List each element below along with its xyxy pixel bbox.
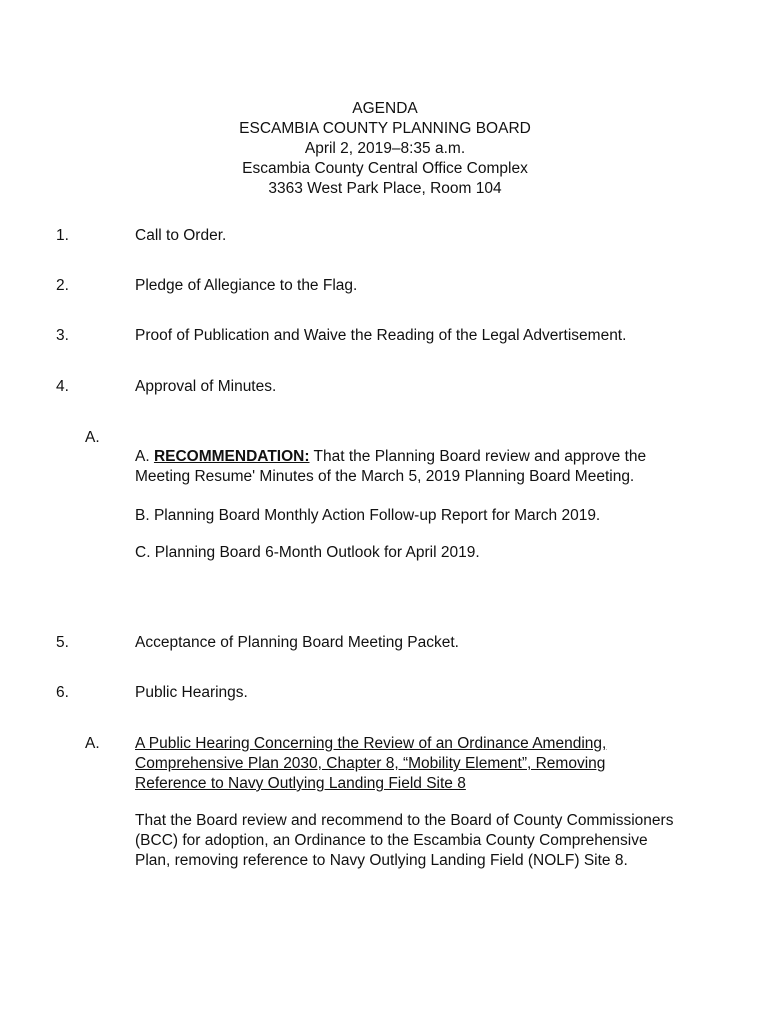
minutes-recommendation [135,447,695,487]
item-number-1: 1. [56,227,69,244]
item-number-5: 5. [56,634,69,651]
item-number-6: 6. [56,684,69,701]
item-number-2: 2. [56,277,69,294]
hearing-title-line-2: Comprehensive Plan 2030, Chapter 8, “Mobility Element”, Removing [135,755,606,772]
hearing-title [135,734,695,794]
item-number-3: 3. [56,327,69,344]
item-text-pledge: Pledge of Allegiance to the Flag. [135,277,358,294]
minutes-sub-letter: A. [85,429,100,446]
hearing-sub-letter: A. [85,735,100,752]
item-text-acceptance-packet: Acceptance of Planning Board Meeting Packet. [135,634,459,651]
item-text-public-hearings: Public Hearings. [135,684,248,701]
item-text-approval-of-minutes: Approval of Minutes. [135,378,277,395]
recommendation-label: RECOMMENDATION: [153,448,310,465]
meeting-address: 3363 West Park Place, Room 104 [268,180,502,197]
hearing-title-line-3: Reference to Navy Outlying Landing Field Site 8 [135,775,466,792]
rec-prefix: A. [135,448,154,465]
agenda-title: AGENDA [352,100,418,117]
minutes-item-c: C. Planning Board 6-Month Outlook for April 2019. [135,544,480,561]
board-name: ESCAMBIA COUNTY PLANNING BOARD [239,120,531,137]
item-number-4: 4. [56,378,69,395]
meeting-location: Escambia County Central Office Complex [242,160,528,177]
hearing-title-line-1: A Public Hearing Concerning the Review of an Ordinance Amending, [135,735,607,752]
hearing-recommendation-body [135,811,680,871]
agenda-header [0,99,770,199]
item-text-call-to-order: Call to Order. [135,227,227,244]
hearing-body-text: That the Board review and recommend to the Board of County Commissioners (BCC) for adoption, an Ordinance to the Escambia County Comprehensive Plan, removing reference to Navy Outlying Landing Field (NOLF) Site 8. [135,812,674,869]
minutes-item-b: B. Planning Board Monthly Action Follow-up Report for March 2019. [135,507,601,524]
meeting-date-time: April 2, 2019–8:35 a.m. [304,140,466,157]
recommendation-text: That the Planning Board review and approve the Meeting Resume' Minutes of the March 5, 2019 Planning Board Meeting. [135,448,647,485]
item-text-proof-of-publication: Proof of Publication and Waive the Reading of the Legal Advertisement. [135,327,627,344]
